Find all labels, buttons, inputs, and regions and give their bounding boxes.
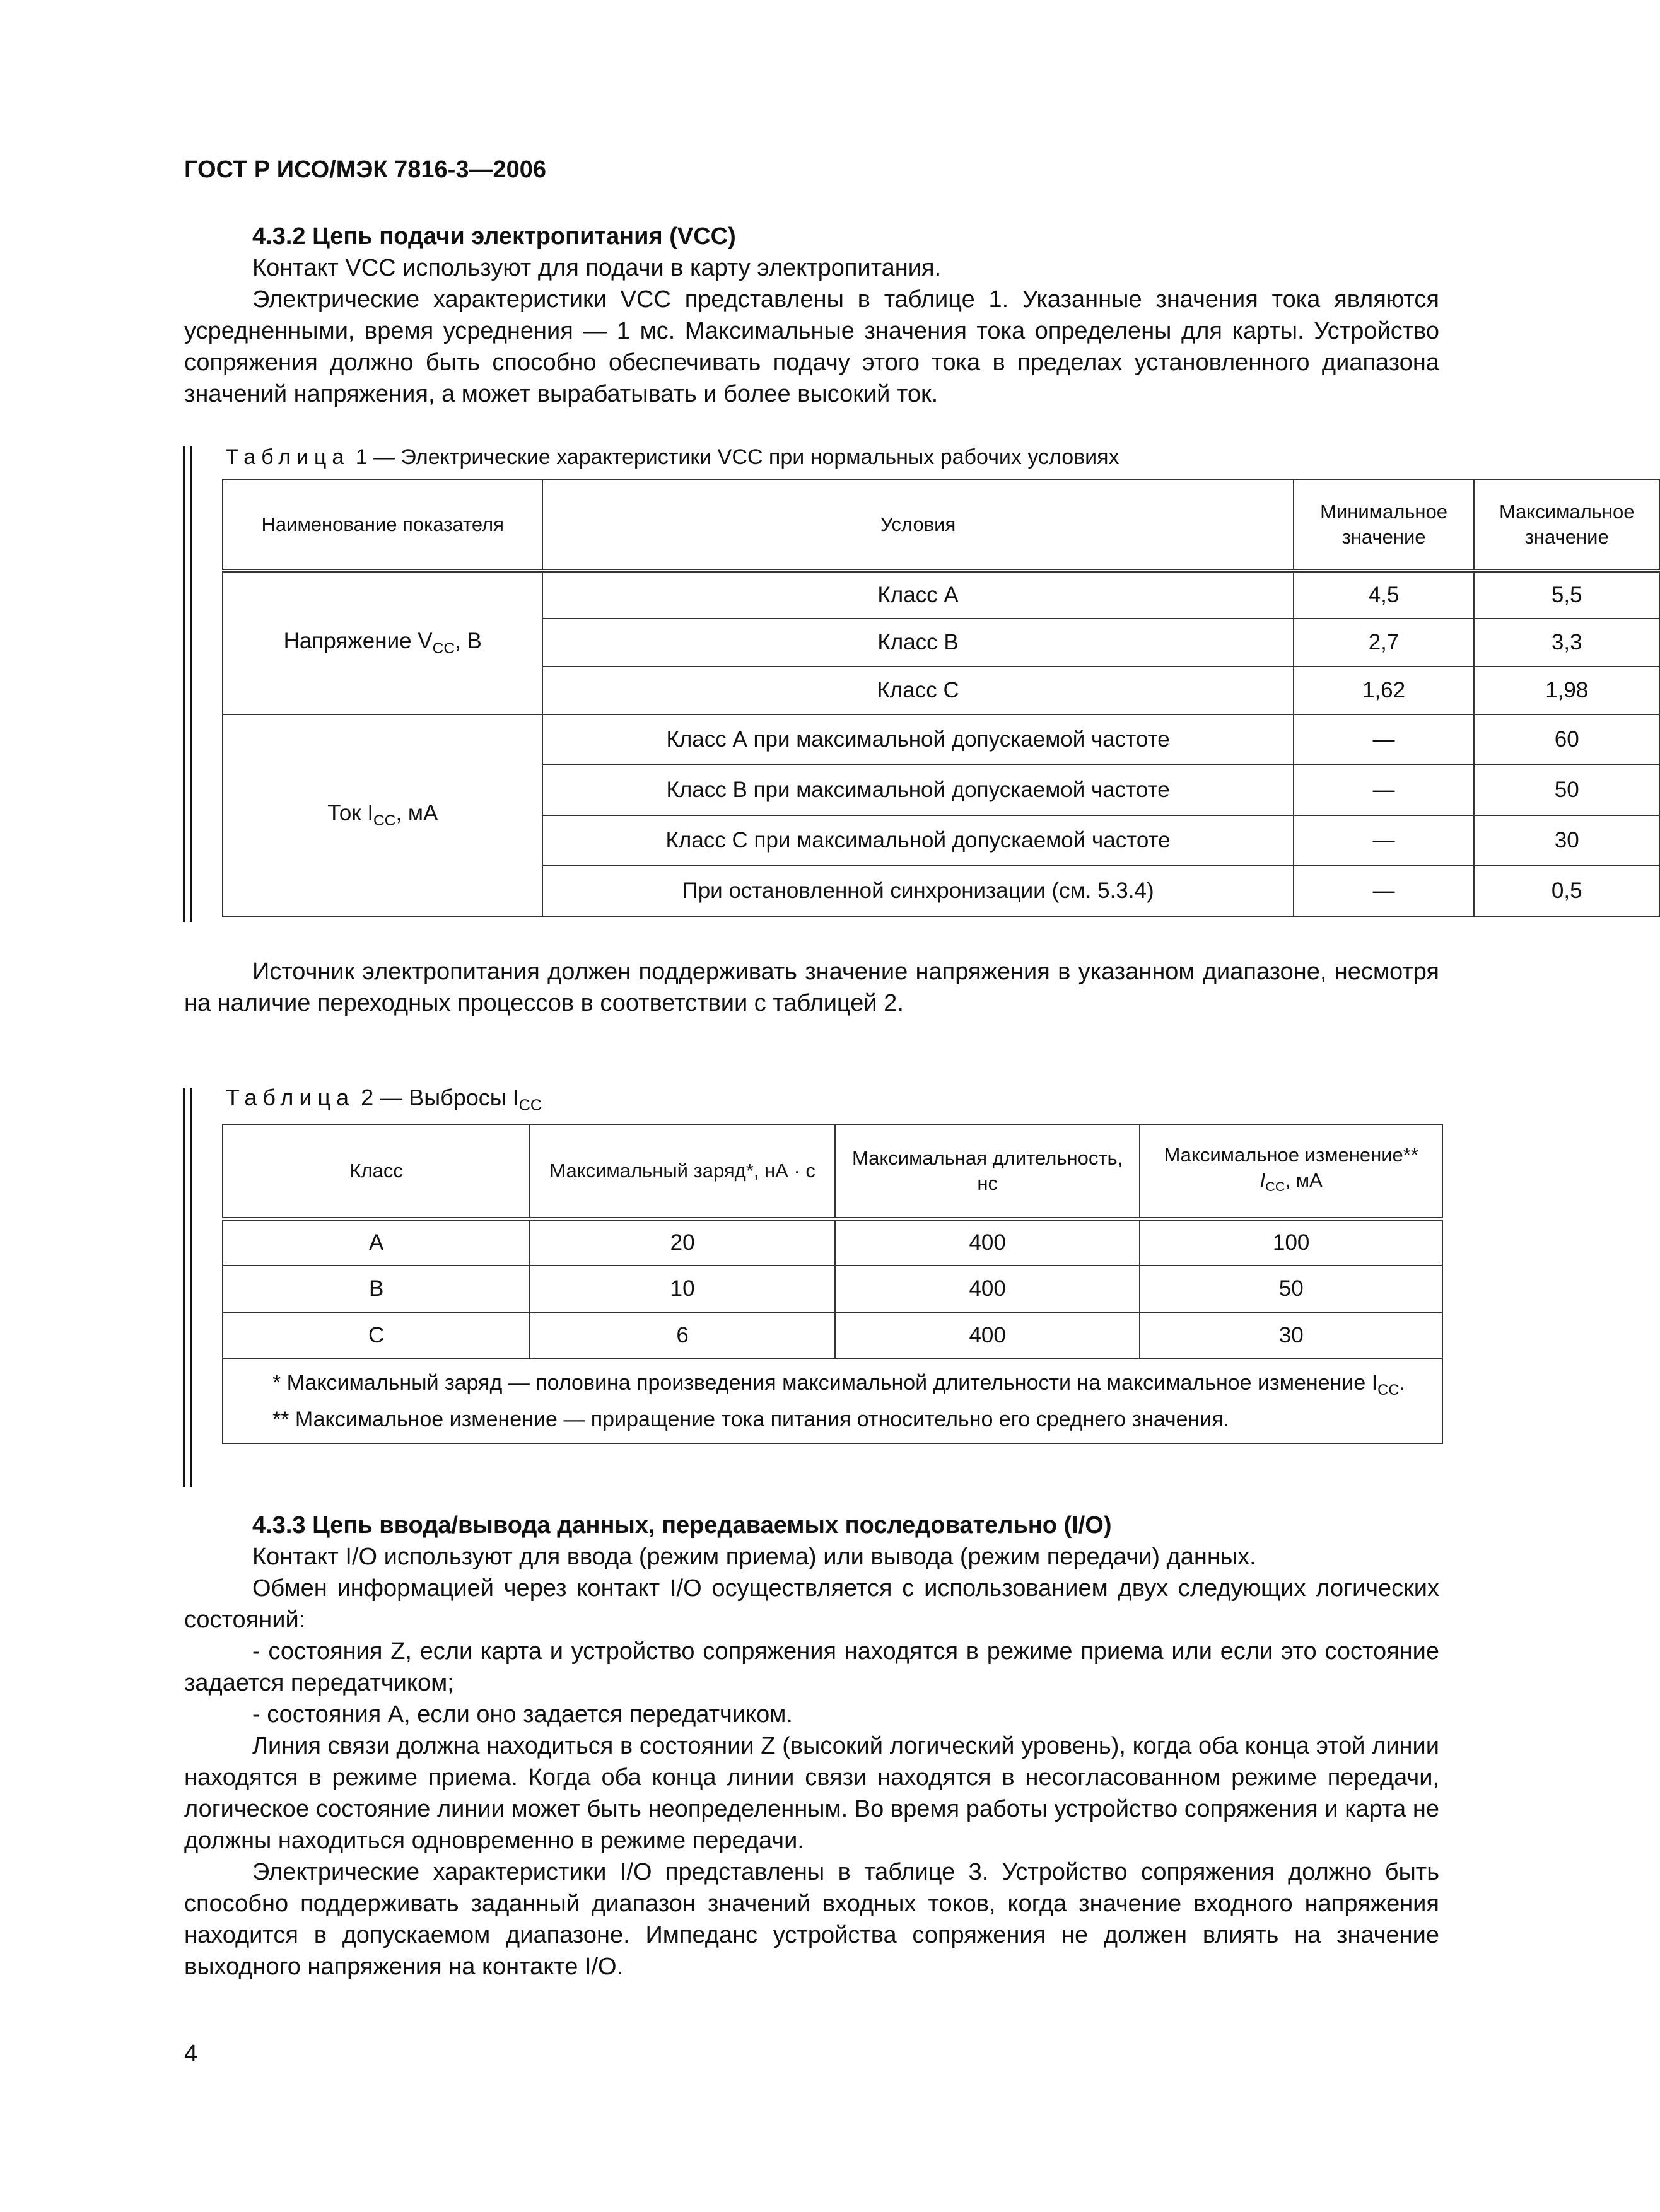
table-row [223,714,1659,765]
row-label-voltage: Напряжение $V_{CC}$, В [223,571,542,714]
column-header: Наименование показателя [223,480,542,571]
cell: — [1294,765,1475,815]
cell: 100 [1140,1219,1442,1266]
page-number: 4 [184,2040,198,2067]
cell: 50 [1140,1266,1442,1312]
table-1-caption: Таблица 1 — Электрические характеристики VCC при нормальных рабочих условиях [226,445,1119,469]
cell: Класс С [542,667,1293,714]
cell: В [223,1266,530,1312]
row-label-current: Ток $I_{CC}$, мА [223,714,542,916]
cell: Класс В [542,619,1293,667]
column-header: Максимальное изменение** $I_{CC}$, мА [1140,1124,1442,1219]
cell: 3,3 [1474,619,1659,667]
cell: 0,5 [1474,866,1659,916]
cell: 400 [835,1312,1140,1359]
cell: 6 [530,1312,835,1359]
list-item: - состояния Z, если карта и устройство сопряжения находятся в режиме приема или если это состояние задается передатчиком; [184,1638,1439,1696]
cell: — [1294,714,1475,765]
table-1 [222,479,1660,917]
cell: 30 [1474,815,1659,866]
paragraph: Контакт I/O используют для ввода (режим приема) или вывода (режим передачи) данных. [252,1544,1256,1570]
cell: — [1294,866,1475,916]
document-header: ГОСТ Р ИСО/МЭК 7816-3—2006 [184,156,546,183]
revision-bar [183,446,192,922]
cell: — [1294,815,1475,866]
table-row [223,1219,1442,1266]
cell: 60 [1474,714,1659,765]
column-header: Условия [542,480,1293,571]
cell: 10 [530,1266,835,1312]
cell: Класс А при максимальной допускаемой частоте [542,714,1293,765]
table-note-row [223,1359,1442,1443]
note-2: ** Максимальное изменение — приращение тока питания относительно его среднего значения. [272,1407,1230,1431]
table-notes [223,1359,1442,1443]
revision-bar [183,1088,192,1487]
section-title: 4.3.2 Цепь подачи электропитания (VCC) [252,223,736,250]
cell: 5,5 [1474,571,1659,619]
cell: 2,7 [1294,619,1475,667]
list-item: - состояния А, если оно задается передатчиком. [252,1701,793,1728]
section-4-3-2 [184,221,1439,410]
table-2 [222,1124,1443,1444]
cell: Класс В при максимальной допускаемой частоте [542,765,1293,815]
section-title: 4.3.3 Цепь ввода/вывода данных, передаваемых последовательно (I/O) [252,1512,1112,1539]
section-4-3-3 [184,1510,1439,1982]
cell: 1,62 [1294,667,1475,714]
cell: 20 [530,1219,835,1266]
cell: При остановленной синхронизации (см. 5.3.4) [542,866,1293,916]
column-header: Минимальное значение [1294,480,1475,571]
table-2-caption: Таблица 2 — Выбросы $I_{CC}$ [226,1085,542,1115]
cell: А [223,1219,530,1266]
cell: Класс А [542,571,1293,619]
paragraph: Линия связи должна находиться в состоянии Z (высокий логический уровень), когда оба конца этой линии находятся в режиме приема. Когда оба конца линии связи находятся в несогласованном режиме передачи, логическое состояние линии может быть неопределенным. Во время работы устройство сопряжения и карта не должны находиться одновременно в режиме передачи. [184,1733,1439,1854]
column-header: Максимальный заряд*, нА · с [530,1124,835,1219]
table-row [223,1266,1442,1312]
column-header: Класс [223,1124,530,1219]
column-header: Максимальная длительность, нс [835,1124,1140,1219]
cell: 400 [835,1266,1140,1312]
paragraph: Контакт VCC используют для подачи в карту электропитания. [252,255,942,281]
paragraph: Электрические характеристики I/O представлены в таблице 3. Устройство сопряжения должно быть способно поддерживать заданный диапазон значений входных токов, когда значение входного напряжения находится в допускаемом диапазоне. Импеданс устройства сопряжения не должен влиять на значение выходного напряжения на контакте I/O. [184,1859,1439,1980]
cell: 4,5 [1294,571,1475,619]
paragraph: Электрические характеристики VCC представлены в таблице 1. Указанные значения тока являются усредненными, время усреднения — 1 мс. Максимальные значения тока определены для карты. Устройство сопряжения должно быть способно обеспечивать подачу этого тока в пределах установленного диапазона значений напряжения, а может вырабатывать и более высокий ток. [184,286,1439,407]
cell: С [223,1312,530,1359]
paragraph: Источник электропитания должен поддерживать значение напряжения в указанном диапазоне, несмотря на наличие переходных процессов в соответствии с таблицей 2. [184,958,1439,1016]
cell: 50 [1474,765,1659,815]
table-row [223,571,1659,619]
paragraph-block [184,956,1439,1019]
cell: Класс С при максимальной допускаемой частоте [542,815,1293,866]
cell: 1,98 [1474,667,1659,714]
cell: 30 [1140,1312,1442,1359]
note-1: * Максимальный заряд — половина произведения максимальной длительности на максимальное изменение $I_{CC}$. [272,1371,1405,1399]
cell: 400 [835,1219,1140,1266]
column-header: Максимальное значение [1474,480,1659,571]
table-row [223,1312,1442,1359]
paragraph: Обмен информацией через контакт I/O осуществляется с использованием двух следующих логических состояний: [184,1575,1439,1633]
